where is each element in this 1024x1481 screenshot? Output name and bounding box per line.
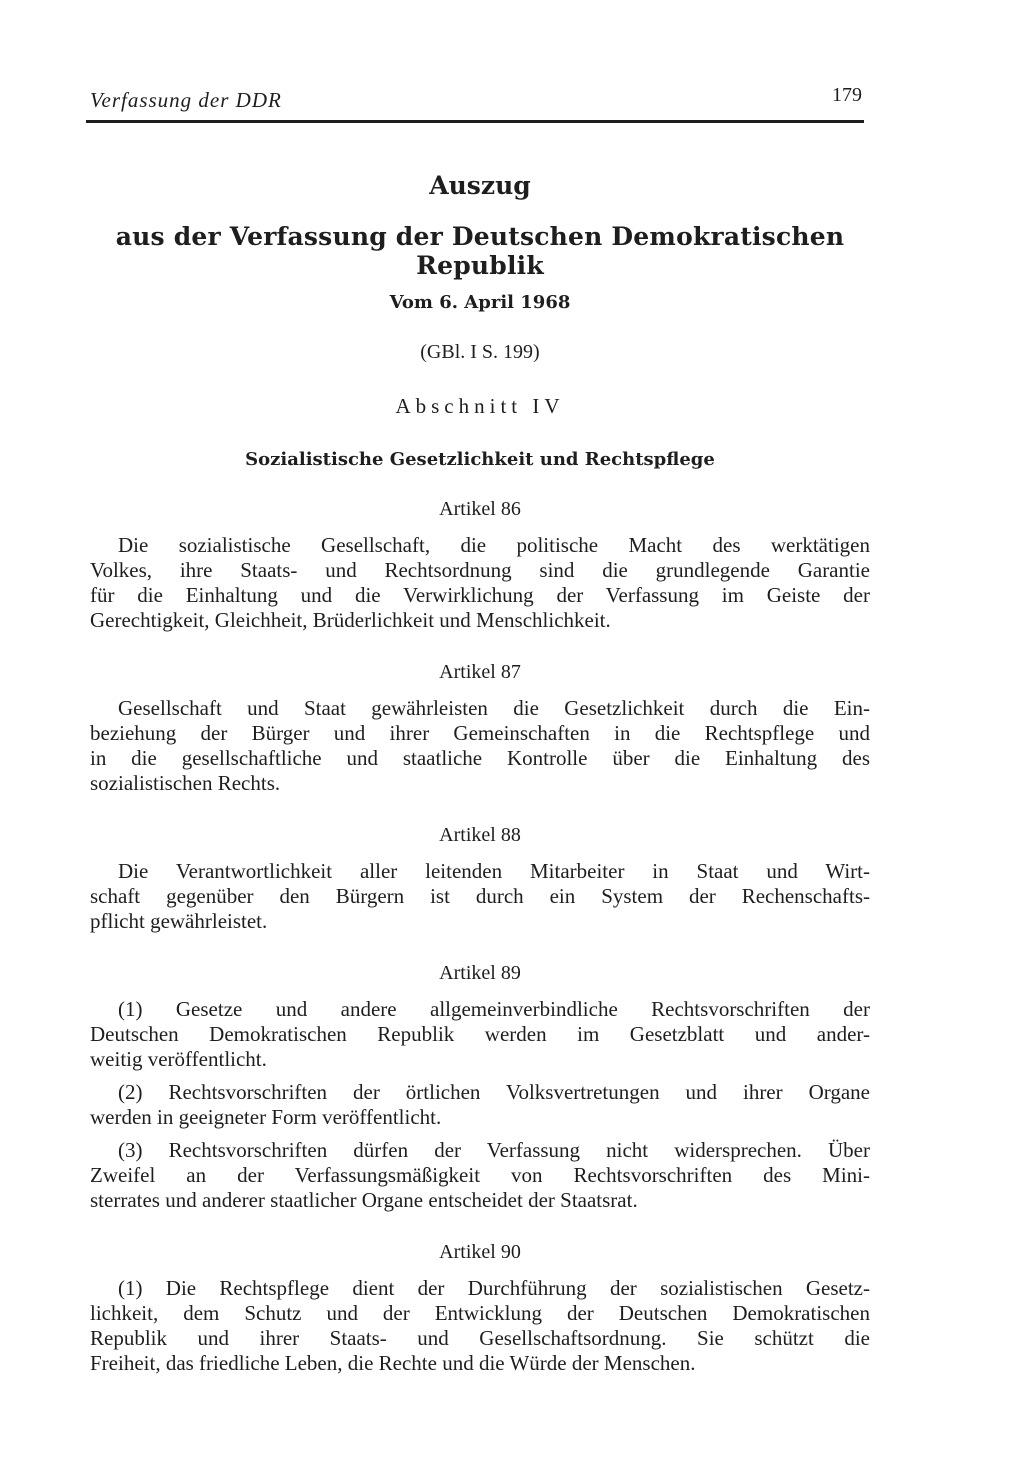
article	[90, 661, 870, 796]
paragraph-line: Gesellschaft und Staat gewährleisten die Gesetzlichkeit durch die Ein-	[118, 696, 870, 720]
paragraph-line: Freiheit, das friedliche Leben, die Rechte und die Würde der Menschen.	[90, 1351, 696, 1375]
article-paragraph	[90, 859, 870, 934]
article-paragraph	[90, 1080, 870, 1130]
paragraph-line: Gerechtigkeit, Gleichheit, Brüderlichkeit und Menschlichkeit.	[90, 608, 611, 632]
article	[90, 1241, 870, 1376]
article-paragraph	[90, 533, 870, 633]
article	[90, 498, 870, 633]
document-source: (GBl. I S. 199)	[420, 341, 540, 363]
article-paragraph	[90, 696, 870, 796]
paragraph-line: Republik und ihrer Staats- und Gesellschaftsordnung. Sie schützt die	[90, 1326, 870, 1350]
document-date: Vom 6. April 1968	[389, 292, 571, 313]
section-title: Sozialistische Gesetzlichkeit und Rechtspflege	[245, 449, 715, 470]
paragraph-line: Volkes, ihre Staats- und Rechtsordnung sind die grundlegende Garantie	[90, 558, 870, 582]
running-header	[90, 72, 870, 112]
article	[90, 962, 870, 1213]
paragraph-line: sozialistischen Rechts.	[90, 771, 281, 795]
article	[90, 824, 870, 934]
document-page	[90, 72, 870, 1384]
paragraph-line: für die Einhaltung und die Verwirklichung der Verfassung im Geiste der	[90, 583, 870, 607]
running-title: Verfassung der DDR	[90, 88, 282, 112]
document-title: Auszug	[429, 171, 531, 200]
article-paragraph	[90, 1276, 870, 1376]
paragraph-line: werden in geeigneter Form veröffentlicht.	[90, 1105, 442, 1129]
article-heading: Artikel 89	[439, 962, 521, 984]
article-heading: Artikel 87	[439, 661, 521, 683]
article-paragraph	[90, 997, 870, 1072]
article-paragraph	[90, 1138, 870, 1213]
paragraph-line: lichkeit, dem Schutz und der Entwicklung der Deutschen Demokratischen	[90, 1301, 870, 1325]
articles	[90, 498, 870, 1376]
paragraph-line: (2) Rechtsvorschriften der örtlichen Volksvertretungen und ihrer Organe	[118, 1080, 870, 1104]
section-label: Abschnitt IV	[395, 394, 565, 418]
paragraph-line: Die sozialistische Gesellschaft, die politische Macht des werktätigen	[118, 533, 870, 557]
article-heading: Artikel 88	[439, 824, 521, 846]
document-subtitle: aus der Verfassung der Deutschen Demokratischen Republik	[115, 222, 845, 280]
article-heading: Artikel 86	[439, 498, 521, 520]
header-rule	[86, 120, 864, 123]
paragraph-line: (1) Gesetze und andere allgemeinverbindliche Rechtsvorschriften der	[118, 997, 870, 1021]
paragraph-line: Die Verantwortlichkeit aller leitenden Mitarbeiter in Staat und Wirt-	[118, 859, 870, 883]
page-number: 179	[832, 84, 862, 106]
paragraph-line: pflicht gewährleistet.	[90, 909, 268, 933]
paragraph-line: beziehung der Bürger und ihrer Gemeinschaften in die Rechtspflege und	[90, 721, 870, 745]
paragraph-line: (3) Rechtsvorschriften dürfen der Verfassung nicht widersprechen. Über	[118, 1138, 870, 1162]
paragraph-line: schaft gegenüber den Bürgern ist durch ein System der Rechenschafts-	[90, 884, 870, 908]
paragraph-line: Zweifel an der Verfassungsmäßigkeit von Rechtsvorschriften des Mini-	[90, 1163, 870, 1187]
paragraph-line: Deutschen Demokratischen Republik werden im Gesetzblatt und ander-	[90, 1022, 870, 1046]
article-heading: Artikel 90	[439, 1241, 521, 1263]
paragraph-line: (1) Die Rechtspflege dient der Durchführung der sozialistischen Gesetz-	[118, 1276, 870, 1300]
paragraph-line: in die gesellschaftliche und staatliche Kontrolle über die Einhaltung des	[90, 746, 870, 770]
paragraph-line: weitig veröffentlicht.	[90, 1047, 267, 1071]
paragraph-line: sterrates und anderer staatlicher Organe entscheidet der Staatsrat.	[90, 1188, 638, 1212]
